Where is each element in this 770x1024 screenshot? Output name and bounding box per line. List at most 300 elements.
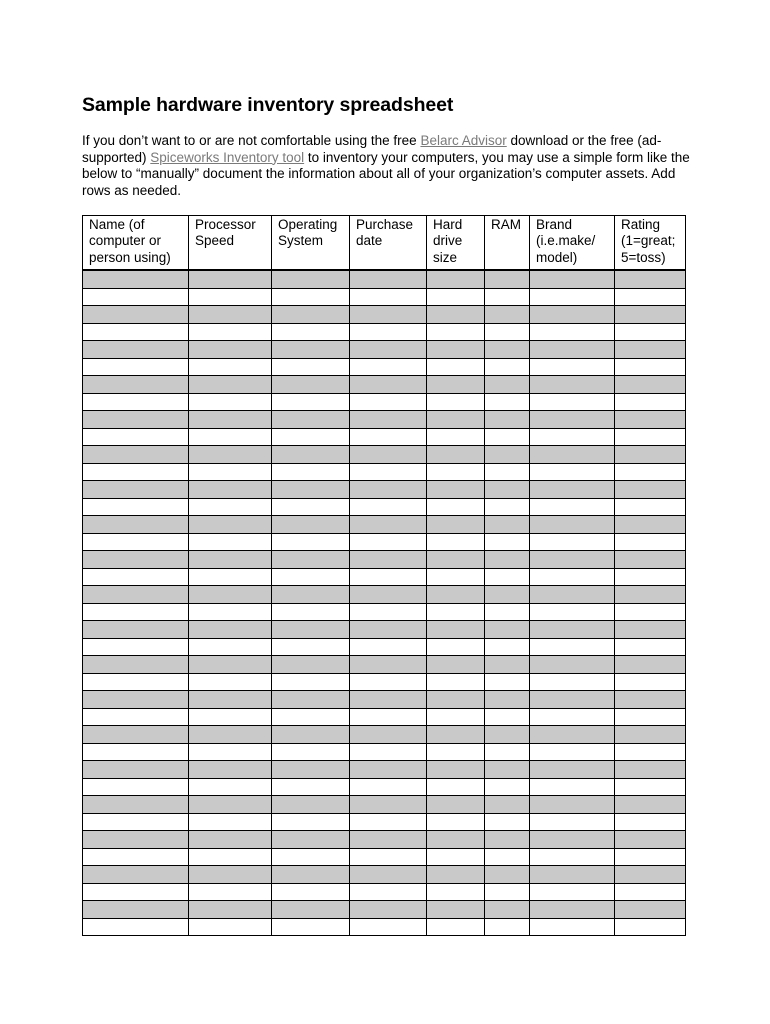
table-cell[interactable] — [615, 428, 686, 446]
table-cell[interactable] — [530, 498, 615, 516]
table-cell[interactable] — [427, 673, 485, 691]
table-cell[interactable] — [530, 358, 615, 376]
table-cell[interactable] — [83, 323, 189, 341]
table-cell[interactable] — [189, 918, 272, 936]
table-cell[interactable] — [530, 568, 615, 586]
table-cell[interactable] — [83, 778, 189, 796]
table-cell[interactable] — [530, 918, 615, 936]
table-cell[interactable] — [272, 638, 350, 656]
table-cell[interactable] — [427, 481, 485, 499]
table-cell[interactable] — [189, 638, 272, 656]
table-cell[interactable] — [427, 848, 485, 866]
table-cell[interactable] — [83, 306, 189, 324]
table-cell[interactable] — [189, 603, 272, 621]
table-cell[interactable] — [272, 831, 350, 849]
table-cell[interactable] — [485, 411, 530, 429]
table-cell[interactable] — [615, 551, 686, 569]
table-cell[interactable] — [615, 761, 686, 779]
table-cell[interactable] — [83, 901, 189, 919]
table-cell[interactable] — [427, 761, 485, 779]
table-cell[interactable] — [83, 358, 189, 376]
table-cell[interactable] — [83, 761, 189, 779]
table-cell[interactable] — [189, 516, 272, 534]
table-cell[interactable] — [530, 463, 615, 481]
table-cell[interactable] — [615, 708, 686, 726]
table-cell[interactable] — [615, 866, 686, 884]
table-cell[interactable] — [350, 341, 427, 359]
table-cell[interactable] — [615, 393, 686, 411]
table-cell[interactable] — [189, 761, 272, 779]
table-cell[interactable] — [530, 708, 615, 726]
table-cell[interactable] — [485, 393, 530, 411]
table-cell[interactable] — [83, 883, 189, 901]
table-cell[interactable] — [83, 621, 189, 639]
table-cell[interactable] — [530, 411, 615, 429]
table-cell[interactable] — [350, 323, 427, 341]
table-cell[interactable] — [615, 481, 686, 499]
table-cell[interactable] — [485, 428, 530, 446]
table-cell[interactable] — [427, 341, 485, 359]
table-cell[interactable] — [615, 831, 686, 849]
table-cell[interactable] — [485, 691, 530, 709]
table-cell[interactable] — [189, 691, 272, 709]
table-cell[interactable] — [272, 673, 350, 691]
table-cell[interactable] — [272, 288, 350, 306]
table-cell[interactable] — [189, 446, 272, 464]
table-cell[interactable] — [350, 866, 427, 884]
table-cell[interactable] — [83, 743, 189, 761]
table-cell[interactable] — [485, 901, 530, 919]
table-cell[interactable] — [615, 901, 686, 919]
table-cell[interactable] — [427, 866, 485, 884]
table-cell[interactable] — [615, 586, 686, 604]
table-cell[interactable] — [530, 673, 615, 691]
table-cell[interactable] — [350, 270, 427, 288]
table-cell[interactable] — [530, 586, 615, 604]
table-cell[interactable] — [485, 358, 530, 376]
table-cell[interactable] — [615, 603, 686, 621]
table-cell[interactable] — [189, 463, 272, 481]
table-cell[interactable] — [530, 428, 615, 446]
table-cell[interactable] — [530, 761, 615, 779]
table-cell[interactable] — [530, 848, 615, 866]
table-cell[interactable] — [272, 516, 350, 534]
table-cell[interactable] — [272, 358, 350, 376]
table-cell[interactable] — [615, 446, 686, 464]
table-cell[interactable] — [615, 533, 686, 551]
table-cell[interactable] — [615, 621, 686, 639]
table-cell[interactable] — [272, 813, 350, 831]
table-cell[interactable] — [350, 813, 427, 831]
table-cell[interactable] — [350, 358, 427, 376]
table-cell[interactable] — [189, 883, 272, 901]
table-cell[interactable] — [485, 761, 530, 779]
table-cell[interactable] — [615, 796, 686, 814]
table-cell[interactable] — [350, 918, 427, 936]
table-cell[interactable] — [350, 761, 427, 779]
table-cell[interactable] — [530, 796, 615, 814]
table-cell[interactable] — [272, 481, 350, 499]
table-cell[interactable] — [189, 411, 272, 429]
table-cell[interactable] — [350, 551, 427, 569]
table-cell[interactable] — [615, 306, 686, 324]
table-cell[interactable] — [83, 586, 189, 604]
table-cell[interactable] — [350, 463, 427, 481]
table-cell[interactable] — [615, 568, 686, 586]
table-cell[interactable] — [485, 551, 530, 569]
table-cell[interactable] — [485, 813, 530, 831]
table-cell[interactable] — [272, 901, 350, 919]
table-cell[interactable] — [427, 831, 485, 849]
table-cell[interactable] — [485, 288, 530, 306]
table-cell[interactable] — [83, 726, 189, 744]
table-cell[interactable] — [615, 376, 686, 394]
table-cell[interactable] — [530, 883, 615, 901]
table-cell[interactable] — [485, 341, 530, 359]
table-cell[interactable] — [615, 743, 686, 761]
table-cell[interactable] — [485, 621, 530, 639]
table-cell[interactable] — [615, 848, 686, 866]
table-cell[interactable] — [427, 638, 485, 656]
table-cell[interactable] — [189, 481, 272, 499]
table-cell[interactable] — [350, 603, 427, 621]
table-cell[interactable] — [272, 306, 350, 324]
table-cell[interactable] — [530, 866, 615, 884]
table-cell[interactable] — [83, 341, 189, 359]
table-cell[interactable] — [189, 866, 272, 884]
table-cell[interactable] — [427, 726, 485, 744]
table-cell[interactable] — [485, 656, 530, 674]
table-cell[interactable] — [83, 813, 189, 831]
table-cell[interactable] — [272, 621, 350, 639]
table-cell[interactable] — [83, 848, 189, 866]
table-cell[interactable] — [83, 428, 189, 446]
table-cell[interactable] — [350, 743, 427, 761]
table-cell[interactable] — [350, 831, 427, 849]
table-cell[interactable] — [272, 778, 350, 796]
table-cell[interactable] — [427, 691, 485, 709]
table-cell[interactable] — [83, 831, 189, 849]
table-cell[interactable] — [189, 656, 272, 674]
table-cell[interactable] — [83, 288, 189, 306]
table-cell[interactable] — [485, 778, 530, 796]
table-cell[interactable] — [83, 270, 189, 288]
table-cell[interactable] — [189, 848, 272, 866]
table-cell[interactable] — [189, 621, 272, 639]
table-cell[interactable] — [615, 323, 686, 341]
table-cell[interactable] — [427, 586, 485, 604]
table-cell[interactable] — [485, 481, 530, 499]
table-cell[interactable] — [350, 656, 427, 674]
table-cell[interactable] — [272, 551, 350, 569]
table-cell[interactable] — [615, 673, 686, 691]
table-cell[interactable] — [350, 796, 427, 814]
table-cell[interactable] — [272, 726, 350, 744]
table-cell[interactable] — [350, 901, 427, 919]
table-cell[interactable] — [83, 376, 189, 394]
spiceworks-inventory-link[interactable]: Spiceworks Inventory tool — [150, 149, 305, 165]
table-cell[interactable] — [530, 638, 615, 656]
table-cell[interactable] — [427, 533, 485, 551]
table-cell[interactable] — [485, 306, 530, 324]
table-cell[interactable] — [427, 463, 485, 481]
table-cell[interactable] — [485, 726, 530, 744]
table-cell[interactable] — [530, 393, 615, 411]
table-cell[interactable] — [350, 498, 427, 516]
table-cell[interactable] — [83, 656, 189, 674]
table-cell[interactable] — [427, 656, 485, 674]
table-cell[interactable] — [485, 323, 530, 341]
table-cell[interactable] — [83, 393, 189, 411]
table-cell[interactable] — [272, 446, 350, 464]
table-cell[interactable] — [350, 586, 427, 604]
table-cell[interactable] — [189, 726, 272, 744]
table-cell[interactable] — [427, 796, 485, 814]
table-cell[interactable] — [530, 656, 615, 674]
table-cell[interactable] — [83, 551, 189, 569]
table-cell[interactable] — [427, 498, 485, 516]
table-cell[interactable] — [272, 656, 350, 674]
table-cell[interactable] — [350, 516, 427, 534]
table-cell[interactable] — [83, 918, 189, 936]
table-cell[interactable] — [350, 691, 427, 709]
table-cell[interactable] — [485, 831, 530, 849]
table-cell[interactable] — [83, 866, 189, 884]
table-cell[interactable] — [189, 708, 272, 726]
table-cell[interactable] — [189, 901, 272, 919]
table-cell[interactable] — [485, 516, 530, 534]
table-cell[interactable] — [530, 446, 615, 464]
table-cell[interactable] — [427, 708, 485, 726]
table-cell[interactable] — [530, 726, 615, 744]
table-cell[interactable] — [427, 778, 485, 796]
table-cell[interactable] — [615, 516, 686, 534]
table-cell[interactable] — [272, 376, 350, 394]
table-cell[interactable] — [427, 516, 485, 534]
table-cell[interactable] — [272, 533, 350, 551]
table-cell[interactable] — [427, 551, 485, 569]
table-cell[interactable] — [272, 341, 350, 359]
table-cell[interactable] — [272, 848, 350, 866]
table-cell[interactable] — [427, 323, 485, 341]
table-cell[interactable] — [350, 673, 427, 691]
table-cell[interactable] — [530, 481, 615, 499]
table-cell[interactable] — [427, 428, 485, 446]
table-cell[interactable] — [530, 288, 615, 306]
table-cell[interactable] — [427, 813, 485, 831]
table-cell[interactable] — [272, 586, 350, 604]
table-cell[interactable] — [83, 603, 189, 621]
table-cell[interactable] — [189, 778, 272, 796]
table-cell[interactable] — [272, 428, 350, 446]
table-cell[interactable] — [189, 813, 272, 831]
table-cell[interactable] — [485, 743, 530, 761]
table-cell[interactable] — [427, 288, 485, 306]
table-cell[interactable] — [350, 568, 427, 586]
table-cell[interactable] — [485, 376, 530, 394]
table-cell[interactable] — [530, 533, 615, 551]
table-cell[interactable] — [189, 568, 272, 586]
table-cell[interactable] — [350, 411, 427, 429]
table-cell[interactable] — [189, 428, 272, 446]
table-cell[interactable] — [615, 498, 686, 516]
table-cell[interactable] — [530, 376, 615, 394]
table-cell[interactable] — [615, 813, 686, 831]
table-cell[interactable] — [427, 376, 485, 394]
table-cell[interactable] — [427, 918, 485, 936]
table-cell[interactable] — [485, 918, 530, 936]
table-cell[interactable] — [189, 270, 272, 288]
table-cell[interactable] — [189, 323, 272, 341]
table-cell[interactable] — [615, 411, 686, 429]
table-cell[interactable] — [530, 306, 615, 324]
table-cell[interactable] — [530, 743, 615, 761]
table-cell[interactable] — [350, 621, 427, 639]
table-cell[interactable] — [350, 306, 427, 324]
table-cell[interactable] — [272, 761, 350, 779]
table-cell[interactable] — [83, 708, 189, 726]
table-cell[interactable] — [189, 376, 272, 394]
table-cell[interactable] — [485, 498, 530, 516]
table-cell[interactable] — [615, 883, 686, 901]
table-cell[interactable] — [615, 918, 686, 936]
table-cell[interactable] — [530, 323, 615, 341]
table-cell[interactable] — [485, 866, 530, 884]
table-cell[interactable] — [485, 673, 530, 691]
table-cell[interactable] — [615, 341, 686, 359]
table-cell[interactable] — [272, 568, 350, 586]
table-cell[interactable] — [189, 358, 272, 376]
table-cell[interactable] — [350, 533, 427, 551]
table-cell[interactable] — [485, 848, 530, 866]
table-cell[interactable] — [350, 778, 427, 796]
table-cell[interactable] — [83, 533, 189, 551]
table-cell[interactable] — [83, 463, 189, 481]
table-cell[interactable] — [615, 358, 686, 376]
table-cell[interactable] — [615, 638, 686, 656]
table-cell[interactable] — [530, 551, 615, 569]
table-cell[interactable] — [485, 446, 530, 464]
belarc-advisor-link[interactable]: Belarc Advisor — [420, 133, 507, 148]
table-cell[interactable] — [485, 796, 530, 814]
table-cell[interactable] — [485, 603, 530, 621]
table-cell[interactable] — [189, 498, 272, 516]
table-cell[interactable] — [83, 638, 189, 656]
table-cell[interactable] — [83, 568, 189, 586]
table-cell[interactable] — [350, 288, 427, 306]
table-cell[interactable] — [530, 778, 615, 796]
table-cell[interactable] — [189, 533, 272, 551]
table-cell[interactable] — [427, 358, 485, 376]
table-cell[interactable] — [272, 918, 350, 936]
table-cell[interactable] — [530, 516, 615, 534]
table-cell[interactable] — [189, 393, 272, 411]
table-cell[interactable] — [350, 638, 427, 656]
table-cell[interactable] — [350, 393, 427, 411]
table-cell[interactable] — [272, 270, 350, 288]
table-cell[interactable] — [272, 498, 350, 516]
table-cell[interactable] — [427, 393, 485, 411]
table-cell[interactable] — [485, 463, 530, 481]
table-cell[interactable] — [272, 796, 350, 814]
table-cell[interactable] — [350, 481, 427, 499]
table-cell[interactable] — [272, 866, 350, 884]
table-cell[interactable] — [530, 603, 615, 621]
table-cell[interactable] — [350, 883, 427, 901]
table-cell[interactable] — [83, 411, 189, 429]
table-cell[interactable] — [272, 708, 350, 726]
table-cell[interactable] — [272, 603, 350, 621]
table-cell[interactable] — [615, 463, 686, 481]
table-cell[interactable] — [530, 270, 615, 288]
table-cell[interactable] — [189, 288, 272, 306]
table-cell[interactable] — [427, 743, 485, 761]
table-cell[interactable] — [189, 306, 272, 324]
table-cell[interactable] — [83, 516, 189, 534]
table-cell[interactable] — [272, 883, 350, 901]
table-cell[interactable] — [350, 726, 427, 744]
table-cell[interactable] — [615, 656, 686, 674]
table-cell[interactable] — [350, 708, 427, 726]
table-cell[interactable] — [615, 726, 686, 744]
table-cell[interactable] — [485, 883, 530, 901]
table-cell[interactable] — [427, 621, 485, 639]
table-cell[interactable] — [530, 831, 615, 849]
table-cell[interactable] — [615, 288, 686, 306]
table-cell[interactable] — [427, 306, 485, 324]
table-cell[interactable] — [485, 533, 530, 551]
table-cell[interactable] — [350, 446, 427, 464]
table-cell[interactable] — [350, 428, 427, 446]
table-cell[interactable] — [530, 813, 615, 831]
table-cell[interactable] — [427, 568, 485, 586]
table-cell[interactable] — [485, 586, 530, 604]
table-cell[interactable] — [427, 901, 485, 919]
table-cell[interactable] — [427, 446, 485, 464]
table-cell[interactable] — [189, 551, 272, 569]
table-cell[interactable] — [83, 796, 189, 814]
table-cell[interactable] — [272, 323, 350, 341]
table-cell[interactable] — [83, 673, 189, 691]
table-cell[interactable] — [189, 586, 272, 604]
table-cell[interactable] — [189, 341, 272, 359]
table-cell[interactable] — [272, 393, 350, 411]
table-cell[interactable] — [485, 708, 530, 726]
table-cell[interactable] — [189, 831, 272, 849]
table-cell[interactable] — [83, 446, 189, 464]
table-cell[interactable] — [189, 743, 272, 761]
table-cell[interactable] — [615, 778, 686, 796]
table-cell[interactable] — [189, 796, 272, 814]
table-cell[interactable] — [530, 621, 615, 639]
table-cell[interactable] — [485, 638, 530, 656]
table-cell[interactable] — [350, 848, 427, 866]
table-cell[interactable] — [83, 481, 189, 499]
table-cell[interactable] — [530, 901, 615, 919]
table-cell[interactable] — [427, 270, 485, 288]
table-cell[interactable] — [485, 568, 530, 586]
table-cell[interactable] — [272, 463, 350, 481]
table-cell[interactable] — [485, 270, 530, 288]
table-cell[interactable] — [272, 691, 350, 709]
table-cell[interactable] — [427, 411, 485, 429]
table-cell[interactable] — [530, 691, 615, 709]
table-cell[interactable] — [189, 673, 272, 691]
table-cell[interactable] — [350, 376, 427, 394]
table-cell[interactable] — [272, 743, 350, 761]
table-cell[interactable] — [83, 691, 189, 709]
table-cell[interactable] — [272, 411, 350, 429]
